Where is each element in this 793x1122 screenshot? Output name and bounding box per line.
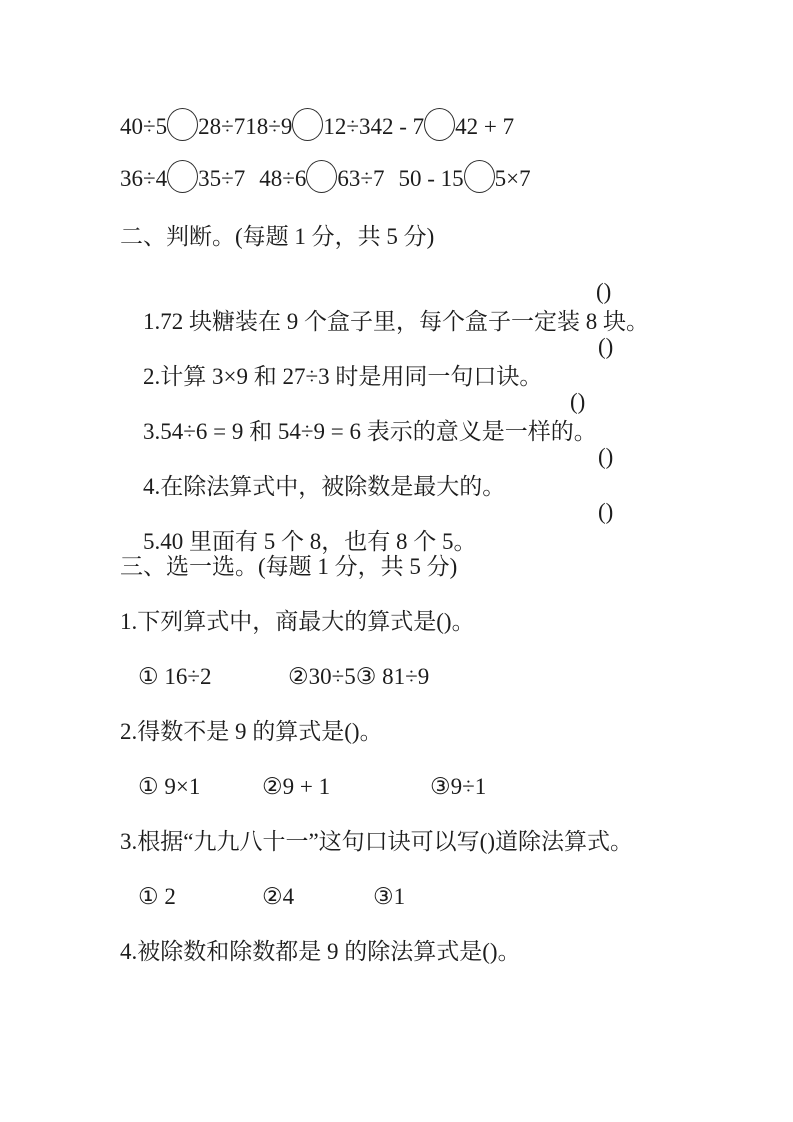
expression-right: 5×7 <box>494 166 531 191</box>
comparison-answer-circle[interactable] <box>424 108 455 141</box>
choice-option[interactable]: ① 2 <box>138 884 176 909</box>
comparison-answer-circle[interactable] <box>306 160 337 193</box>
judge-question-text: 3.54÷6 = 9 和 54÷9 = 6 表示的意义是一样的。 <box>143 419 597 444</box>
expression-left: 36÷4 <box>120 166 168 191</box>
comparison-row-2 <box>120 155 531 193</box>
choice-question-1: 1.下列算式中，商最大的算式是()。 <box>120 609 475 634</box>
expression-left: 42 - 7 <box>370 114 425 139</box>
answer-parentheses[interactable]: () <box>598 499 614 524</box>
comparison-problem <box>399 160 531 193</box>
judge-question-text: 2.计算 3×9 和 27÷3 时是用同一句口诀。 <box>143 364 543 389</box>
comparison-problem <box>120 160 245 193</box>
comparison-problem <box>371 108 515 141</box>
choice-options-2 <box>120 772 680 802</box>
comparison-problem <box>120 108 245 141</box>
comparison-answer-circle[interactable] <box>167 160 198 193</box>
expression-left: 40÷5 <box>120 114 168 139</box>
expression-right: 42 + 7 <box>455 114 515 139</box>
expression-right: 63÷7 <box>337 166 385 191</box>
comparison-answer-circle[interactable] <box>167 108 198 141</box>
section-title-choice: 三、选一选。(每题 1 分，共 5 分) <box>120 554 458 579</box>
judge-question-text: 5.40 里面有 5 个 8，也有 8 个 5。 <box>143 529 477 554</box>
expression-right: 12÷3 <box>323 114 371 139</box>
choice-option[interactable]: ②4 <box>262 884 295 909</box>
choice-option[interactable]: ① 9×1 <box>138 774 201 799</box>
choice-option[interactable]: ③1 <box>373 884 406 909</box>
judge-question-text: 4.在除法算式中，被除数是最大的。 <box>143 474 506 499</box>
answer-parentheses[interactable]: () <box>598 334 614 359</box>
choice-question-2: 2.得数不是 9 的算式是()。 <box>120 719 383 744</box>
answer-parentheses[interactable]: () <box>598 444 614 469</box>
answer-parentheses[interactable]: () <box>570 389 586 414</box>
comparison-problem <box>259 160 384 193</box>
comparison-answer-circle[interactable] <box>292 108 323 141</box>
choice-option[interactable]: ① 16÷2 <box>138 664 212 689</box>
expression-right: 28÷7 <box>198 114 246 139</box>
section-title-judge: 二、判断。(每题 1 分，共 5 分) <box>120 224 435 249</box>
choice-options-3 <box>120 882 680 912</box>
comparison-answer-circle[interactable] <box>464 160 495 193</box>
choice-option[interactable]: ②9 + 1 <box>262 774 331 799</box>
comparison-problem <box>245 108 370 141</box>
comparison-row-1 <box>120 103 514 141</box>
expression-right: 35÷7 <box>198 166 246 191</box>
judge-question-text: 1.72 块糖装在 9 个盒子里，每个盒子一定装 8 块。 <box>143 309 649 334</box>
expression-left: 18÷9 <box>245 114 293 139</box>
choice-option[interactable]: ③9÷1 <box>430 774 487 799</box>
expression-left: 50 - 15 <box>398 166 464 191</box>
choice-option[interactable]: ②30÷5③ 81÷9 <box>288 664 430 689</box>
choice-question-4: 4.被除数和除数都是 9 的除法算式是()。 <box>120 939 521 964</box>
answer-parentheses[interactable]: () <box>596 279 612 304</box>
choice-options-1 <box>120 662 680 692</box>
expression-left: 48÷6 <box>259 166 307 191</box>
choice-question-3: 3.根据“九九八十一”这句口诀可以写()道除法算式。 <box>120 829 633 854</box>
